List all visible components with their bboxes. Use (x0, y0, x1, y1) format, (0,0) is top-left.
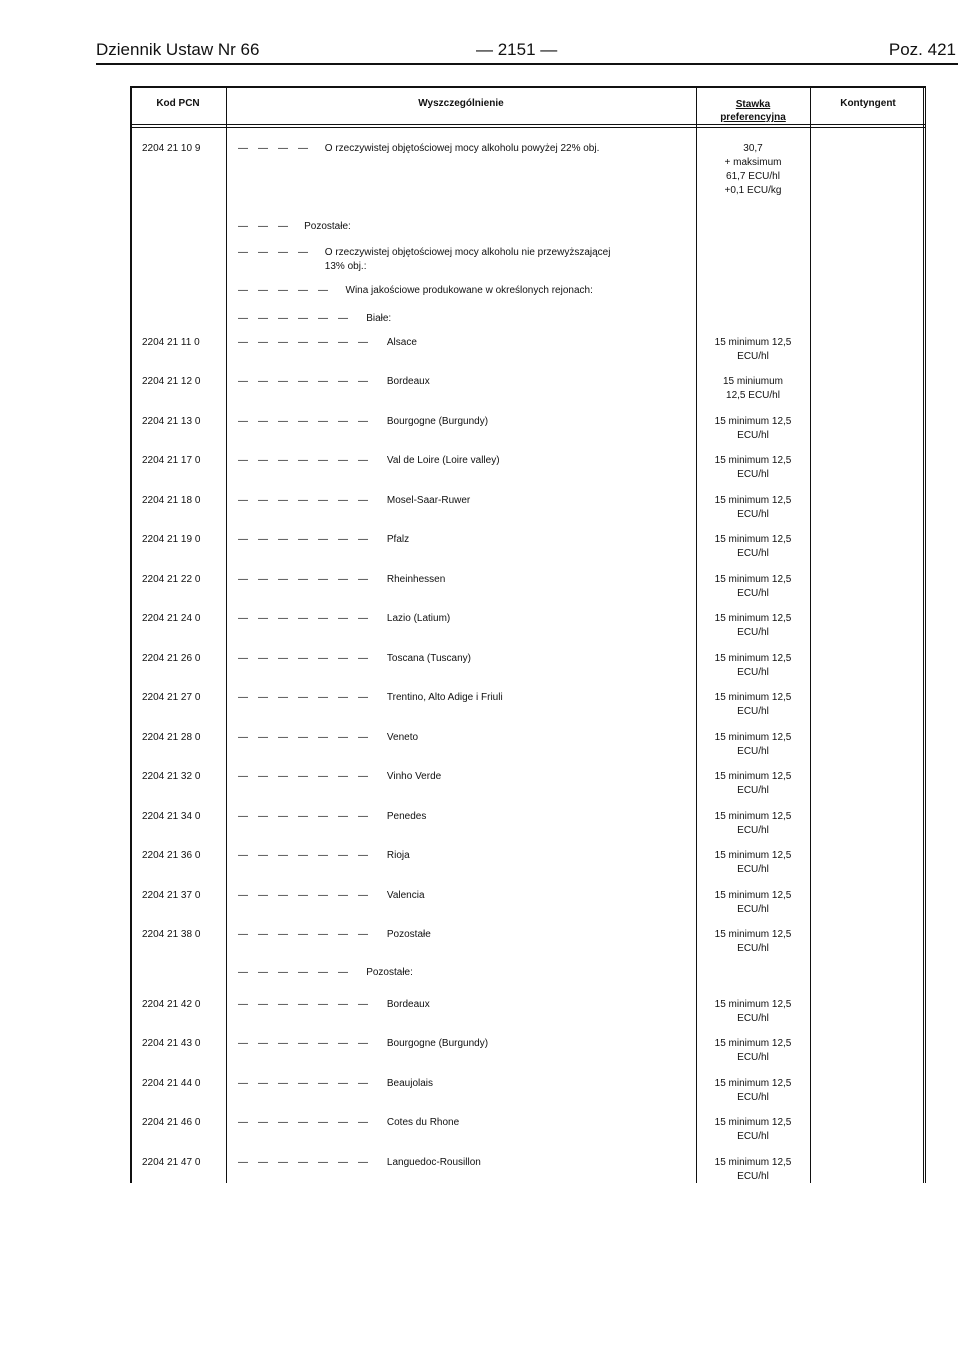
indent-dashes: — — — — — — — (238, 455, 368, 466)
table-right-border (923, 86, 926, 1183)
indent-dashes: — — — — — — (238, 313, 348, 324)
row-code: 2204 21 10 9 (142, 143, 201, 154)
indent-dashes: — — — — — — — (238, 495, 368, 506)
row-code: 2204 21 19 0 (142, 534, 201, 545)
position-number: Poz. 421 (888, 40, 956, 59)
rate-line: ECU/hl (737, 1131, 769, 1142)
row-description: Languedoc-Rousillon (386, 1157, 481, 1168)
column-divider (810, 86, 811, 1183)
row-code: 2204 21 11 0 (142, 337, 200, 348)
row-code: 2204 21 28 0 (142, 732, 201, 743)
column-header-quota: Kontyngent (840, 98, 896, 109)
rate-line: 15 minimum 12,5 (714, 771, 792, 782)
rate-line: 15 minimum 12,5 (714, 534, 792, 545)
page-number: — 2151 — (476, 40, 558, 59)
rate-line: ECU/hl (737, 627, 769, 638)
row-code: 2204 21 27 0 (142, 692, 201, 703)
rate-line: 15 minimum 12,5 (714, 613, 792, 624)
indent-dashes: — — — — (238, 143, 308, 154)
rate-line: 15 minimum 12,5 (714, 1117, 792, 1128)
page-header (96, 40, 956, 64)
row-rate (696, 375, 810, 403)
row-description: Rheinhessen (386, 574, 446, 585)
row-description: Białe: (366, 313, 392, 324)
row-description: O rzeczywistej objętościowej mocy alkoholu powyżej 22% obj. (324, 143, 600, 154)
rate-line: ECU/hl (737, 1092, 769, 1103)
row-rate (696, 691, 810, 719)
row-description: Penedes (386, 811, 427, 822)
indent-dashes: — — — — — — (238, 967, 348, 978)
row-code: 2204 21 24 0 (142, 613, 201, 624)
row-rate (696, 1077, 810, 1105)
table-left-border (130, 86, 132, 1183)
rate-line: ECU/hl (737, 1171, 769, 1182)
row-rate (696, 573, 810, 601)
row-code: 2204 21 37 0 (142, 890, 201, 901)
row-description: Cotes du Rhone (386, 1117, 460, 1128)
rate-line: ECU/hl (737, 864, 769, 875)
row-rate (696, 1037, 810, 1065)
indent-dashes: — — — — — — — (238, 1078, 368, 1089)
rate-line: 15 minimum 12,5 (714, 692, 792, 703)
indent-dashes: — — — (238, 221, 288, 232)
row-rate (696, 533, 810, 561)
row-description: O rzeczywistej objętościowej mocy alkoholu nie przewyższającej (324, 247, 611, 258)
row-code: 2204 21 47 0 (142, 1157, 201, 1168)
header-divider (130, 124, 926, 125)
column-header-code: Kod PCN (156, 98, 200, 109)
row-code: 2204 21 26 0 (142, 653, 201, 664)
row-rate (696, 415, 810, 443)
rate-line: ECU/hl (737, 1013, 769, 1024)
row-code: 2204 21 36 0 (142, 850, 201, 861)
indent-dashes: — — — — (238, 247, 308, 258)
row-rate (696, 849, 810, 877)
row-rate (696, 336, 810, 364)
rate-line: ECU/hl (737, 943, 769, 954)
rate-line: ECU/hl (737, 904, 769, 915)
row-code: 2204 21 12 0 (142, 376, 201, 387)
row-code: 2204 21 13 0 (142, 416, 201, 427)
indent-dashes: — — — — — — — (238, 850, 368, 861)
indent-dashes: — — — — — — — (238, 999, 368, 1010)
row-description: Rioja (386, 850, 410, 861)
row-description: Vinho Verde (386, 771, 442, 782)
rate-line: 15 minimum 12,5 (714, 890, 792, 901)
row-description: Bordeaux (386, 999, 430, 1010)
rate-line: 15 minimum 12,5 (714, 455, 792, 466)
row-code: 2204 21 22 0 (142, 574, 201, 585)
rate-line: ECU/hl (737, 746, 769, 757)
row-description: Val de Loire (Loire valley) (386, 455, 500, 466)
indent-dashes: — — — — — — — (238, 376, 368, 387)
row-description: Lazio (Latium) (386, 613, 451, 624)
row-code: 2204 21 18 0 (142, 495, 201, 506)
rate-line: 15 minimum 12,5 (714, 1038, 792, 1049)
indent-dashes: — — — — — — — (238, 929, 368, 940)
table-top-border (130, 86, 926, 88)
rate-line: 15 minimum 12,5 (714, 999, 792, 1010)
column-divider (226, 86, 227, 1183)
rate-line: 15 minimum 12,5 (714, 653, 792, 664)
row-description: Valencia (386, 890, 425, 901)
row-rate (696, 928, 810, 956)
rate-line: 61,7 ECU/hl (726, 171, 780, 182)
rate-line: 15 minimum 12,5 (714, 1078, 792, 1089)
indent-dashes: — — — — — (238, 285, 328, 296)
row-description: Pfalz (386, 534, 410, 545)
row-description: Bourgogne (Burgundy) (386, 1038, 489, 1049)
rate-line: 15 minimum 12,5 (714, 495, 792, 506)
rate-line: ECU/hl (737, 469, 769, 480)
rate-line: 15 minimum 12,5 (714, 929, 792, 940)
row-description: Toscana (Tuscany) (386, 653, 471, 664)
row-rate (696, 142, 810, 198)
row-rate (696, 889, 810, 917)
indent-dashes: — — — — — — — (238, 653, 368, 664)
row-rate (696, 1156, 810, 1184)
column-header-rate: Stawka preferencyjna (720, 99, 786, 123)
row-rate (696, 810, 810, 838)
rate-line: 15 minimum 12,5 (714, 811, 792, 822)
row-rate (696, 454, 810, 482)
indent-dashes: — — — — — — — (238, 732, 368, 743)
indent-dashes: — — — — — — — (238, 1157, 368, 1168)
row-description: Wina jakościowe produkowane w określonych rejonach: (345, 285, 593, 296)
row-description: Veneto (386, 732, 419, 743)
rate-line: ECU/hl (737, 1052, 769, 1063)
rate-line: + maksimum (724, 157, 782, 168)
rate-line: ECU/hl (737, 351, 769, 362)
row-code: 2204 21 32 0 (142, 771, 201, 782)
row-code: 2204 21 38 0 (142, 929, 201, 940)
indent-dashes: — — — — — — — (238, 416, 368, 427)
rate-line: +0,1 ECU/kg (724, 185, 782, 196)
row-description: Trentino, Alto Adige i Friuli (386, 692, 503, 703)
indent-dashes: — — — — — — — (238, 534, 368, 545)
tariff-table (130, 86, 926, 1183)
indent-dashes: — — — — — — — (238, 1117, 368, 1128)
row-code: 2204 21 34 0 (142, 811, 201, 822)
row-code: 2204 21 17 0 (142, 455, 201, 466)
row-description: Pozostałe: (304, 221, 351, 232)
rate-line: ECU/hl (737, 430, 769, 441)
indent-dashes: — — — — — — — (238, 1038, 368, 1049)
rate-line: 30,7 (743, 143, 763, 154)
rate-line: 12,5 ECU/hl (726, 390, 780, 401)
row-description: Mosel-Saar-Ruwer (386, 495, 471, 506)
row-description: Pozostałe: (366, 967, 413, 978)
rate-line: ECU/hl (737, 825, 769, 836)
rate-line: 15 minimum 12,5 (714, 416, 792, 427)
row-code: 2204 21 46 0 (142, 1117, 201, 1128)
rate-line: 15 minimum 12,5 (714, 574, 792, 585)
row-rate (696, 770, 810, 798)
row-code: 2204 21 43 0 (142, 1038, 201, 1049)
indent-dashes: — — — — — — — (238, 890, 368, 901)
row-rate (696, 494, 810, 522)
rate-line: ECU/hl (737, 667, 769, 678)
row-rate (696, 731, 810, 759)
indent-dashes: — — — — — — — (238, 771, 368, 782)
indent-dashes: — — — — — — — (238, 574, 368, 585)
column-header-description: Wyszczególnienie (418, 98, 504, 109)
row-rate (696, 612, 810, 640)
rate-line: 15 miniumum (722, 376, 784, 387)
journal-title: Dziennik Ustaw Nr 66 (96, 40, 260, 59)
rate-line: 15 minimum 12,5 (714, 337, 792, 348)
rate-line: 15 minimum 12,5 (714, 732, 792, 743)
row-rate (696, 652, 810, 680)
row-description: Alsace (386, 337, 417, 348)
header-divider (130, 127, 926, 128)
indent-dashes: — — — — — — — (238, 613, 368, 624)
rate-line: 15 minimum 12,5 (714, 850, 792, 861)
header-rule (96, 63, 958, 65)
row-description: Bordeaux (386, 376, 430, 387)
row-description: Beaujolais (386, 1078, 434, 1089)
row-code: 2204 21 44 0 (142, 1078, 201, 1089)
indent-dashes: — — — — — — — (238, 337, 368, 348)
row-rate (696, 998, 810, 1026)
row-description-continued: 13% obj.: (324, 261, 367, 272)
rate-line: ECU/hl (737, 548, 769, 559)
rate-line: 15 minimum 12,5 (714, 1157, 792, 1168)
row-description: Pozostałe (386, 929, 431, 940)
row-rate (696, 1116, 810, 1144)
indent-dashes: — — — — — — — (238, 811, 368, 822)
rate-line: ECU/hl (737, 588, 769, 599)
rate-line: ECU/hl (737, 785, 769, 796)
indent-dashes: — — — — — — — (238, 692, 368, 703)
rate-line: ECU/hl (737, 509, 769, 520)
row-description: Bourgogne (Burgundy) (386, 416, 489, 427)
rate-line: ECU/hl (737, 706, 769, 717)
row-code: 2204 21 42 0 (142, 999, 201, 1010)
